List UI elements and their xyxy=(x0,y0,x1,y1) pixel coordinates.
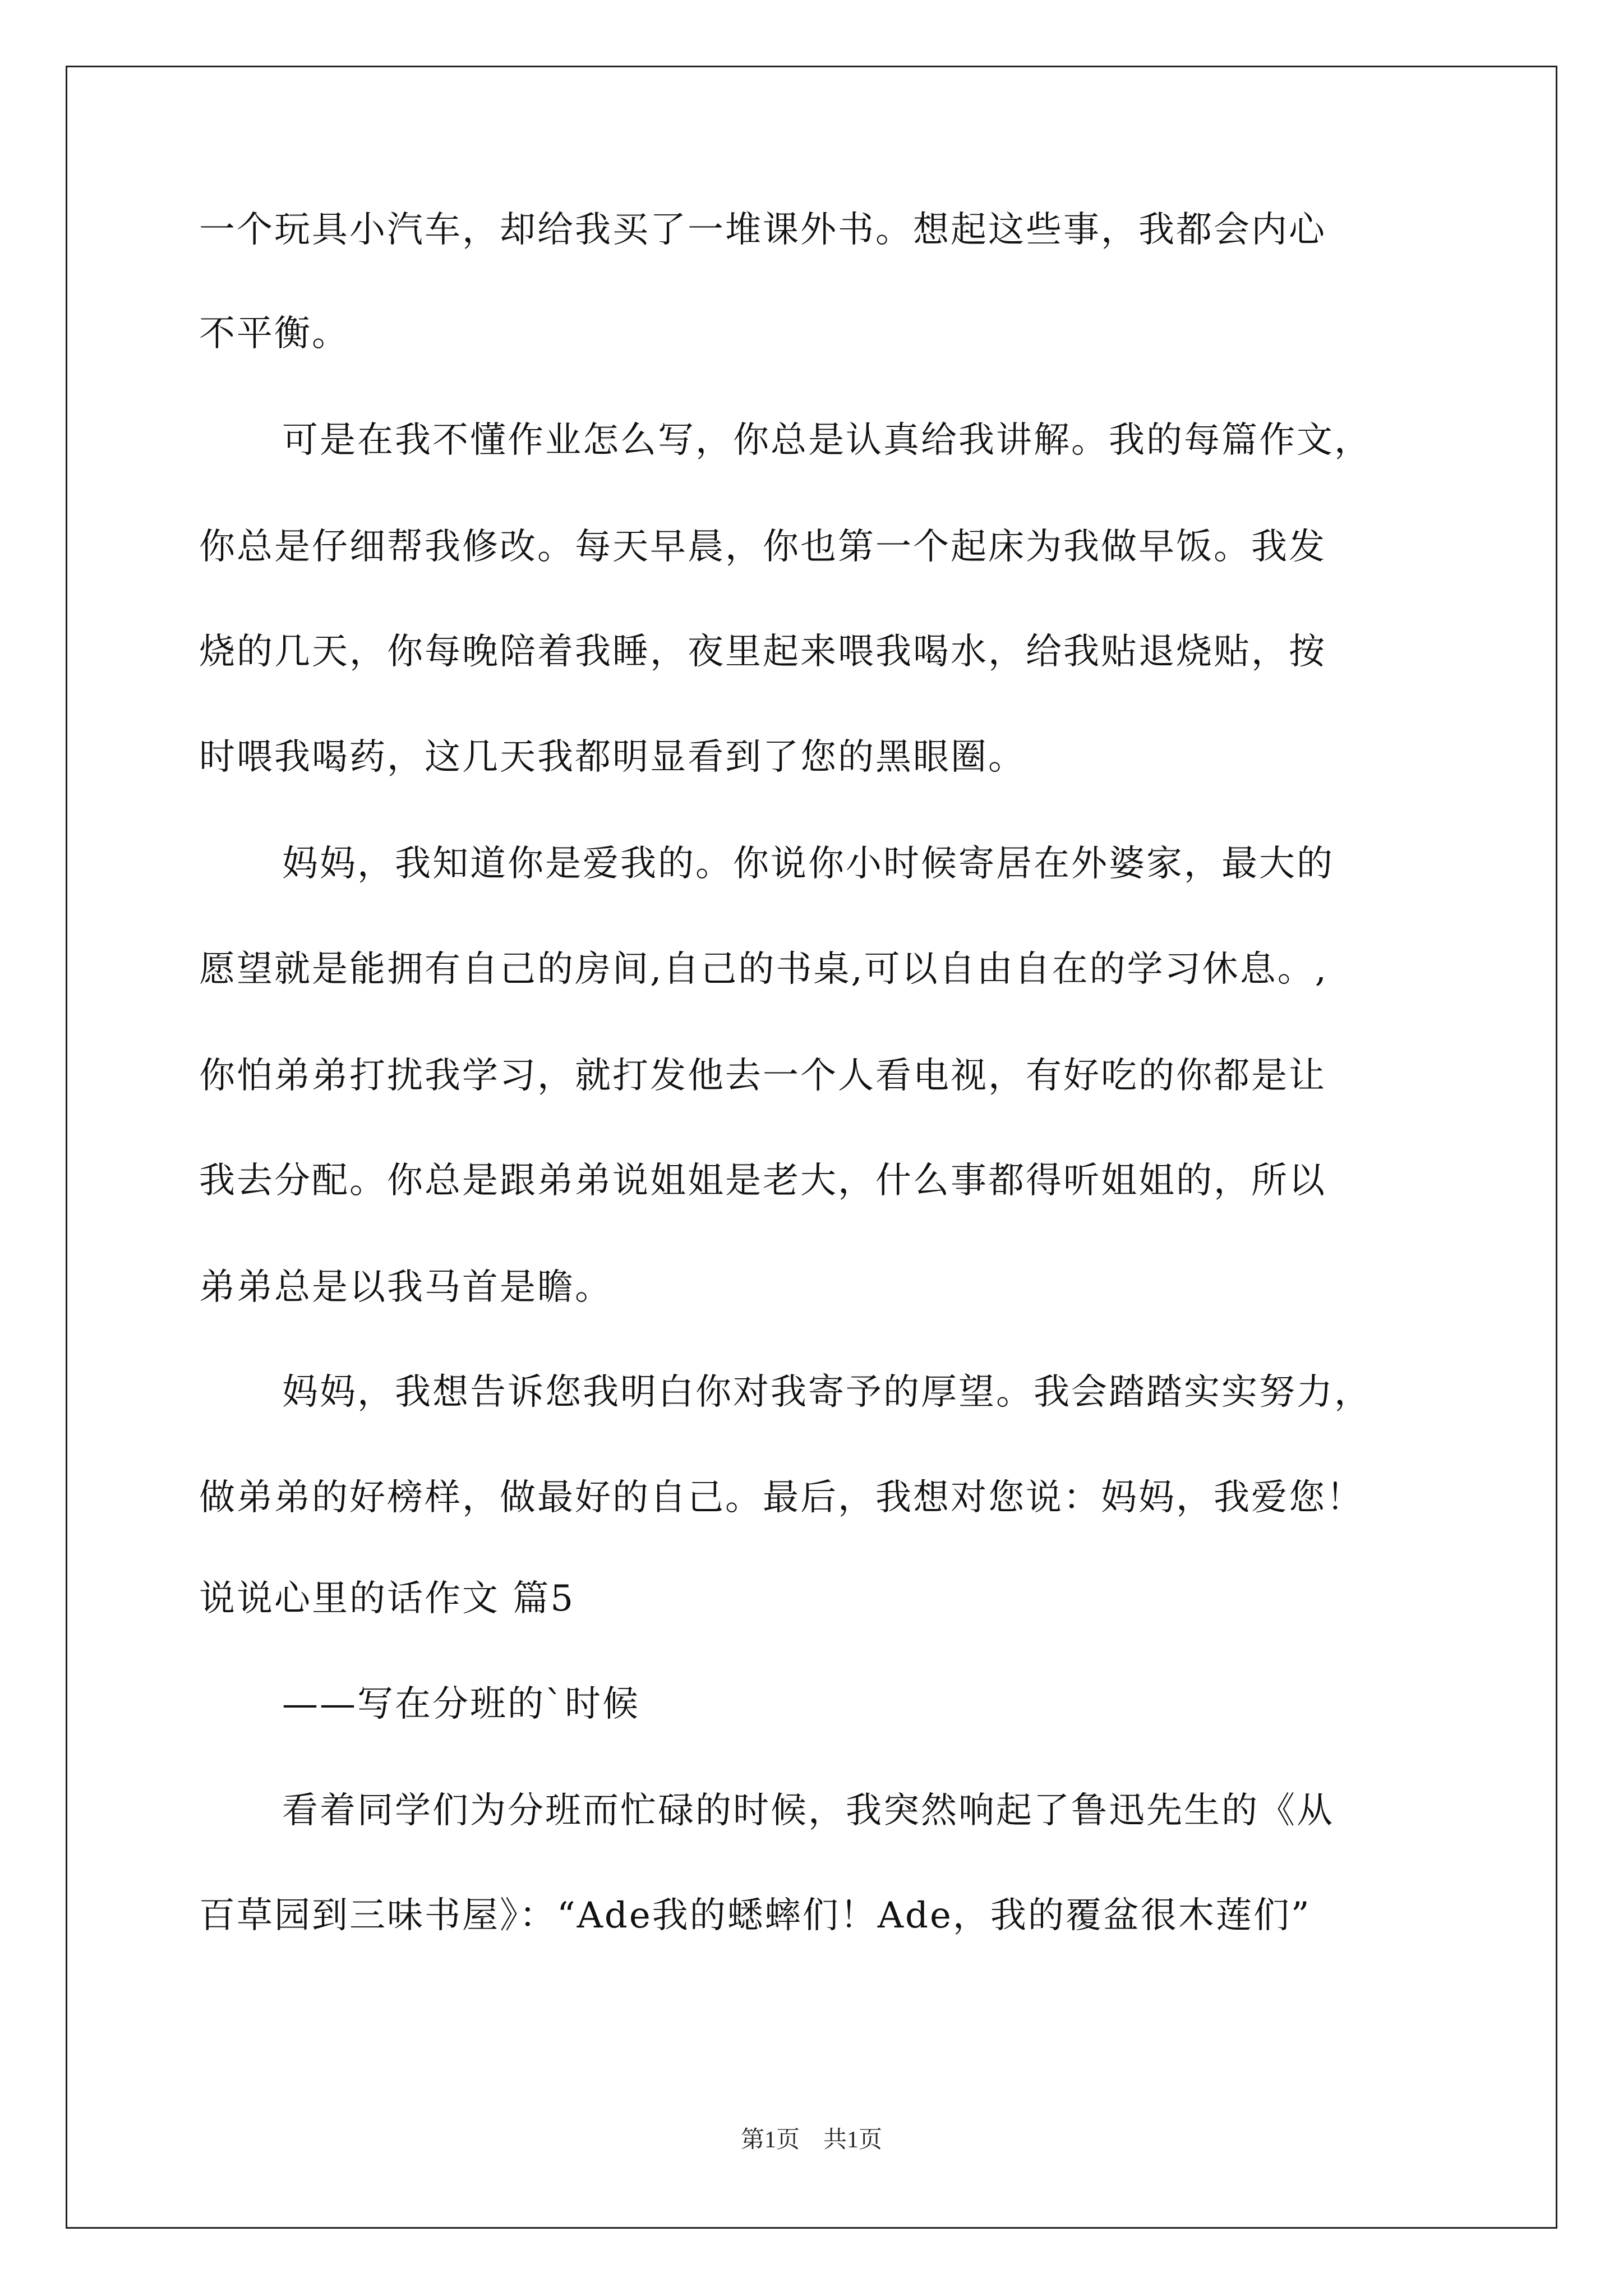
text-line-1: 一个玩具小汽车，却给我买了一堆课外书。想起这些事，我都会内心 xyxy=(199,209,1326,251)
text-line-3: 可是在我不懂作业怎么写，你总是认真给我讲解。我的每篇作文， xyxy=(282,420,1372,461)
text-line-2: 不平衡。 xyxy=(199,313,349,355)
text-line-9: 你怕弟弟打扰我学习，就打发他去一个人看电视，有好吃的你都是让 xyxy=(199,1055,1326,1097)
text-line-4: 你总是仔细帮我修改。每天早晨，你也第一个起床为我做早饭。我发 xyxy=(199,526,1326,568)
text-line-13: 做弟弟的好榜样，做最好的自己。最后，我想对您说：妈妈，我爱您！ xyxy=(199,1477,1364,1519)
text-line-6: 时喂我喝药，这几天我都明显看到了您的黑眼圈。 xyxy=(199,737,1026,778)
text-line-16: 看着同学们为分班而忙碌的时候，我突然响起了鲁迅先生的《从 xyxy=(282,1790,1334,1832)
text-line-10: 我去分配。你总是跟弟弟说姐姐是老大，什么事都得听姐姐的，所以 xyxy=(199,1160,1326,1202)
text-line-11: 弟弟总是以我马首是瞻。 xyxy=(199,1267,612,1308)
section-subtitle: ——写在分班的`时候 xyxy=(282,1683,640,1725)
text-line-5: 烧的几天，你每晚陪着我睡，夜里起来喂我喝水，给我贴退烧贴，按 xyxy=(199,631,1326,673)
section-heading: 说说心里的话作文 篇5 xyxy=(199,1578,575,1619)
text-line-17: 百草园到三味书屋》：“Ade我的蟋蟀们！Ade，我的覆盆很木莲们” xyxy=(199,1895,1311,1936)
text-line-7: 妈妈，我知道你是爱我的。你说你小时候寄居在外婆家，最大的 xyxy=(282,843,1334,885)
text-line-8: 愿望就是能拥有自己的房间,自己的书桌,可以自由自在的学习休息。, xyxy=(199,949,1329,990)
text-line-12: 妈妈，我想告诉您我明白你对我寄予的厚望。我会踏踏实实努力， xyxy=(282,1372,1372,1413)
page-footer: 第1页 共1页 xyxy=(740,2127,882,2153)
